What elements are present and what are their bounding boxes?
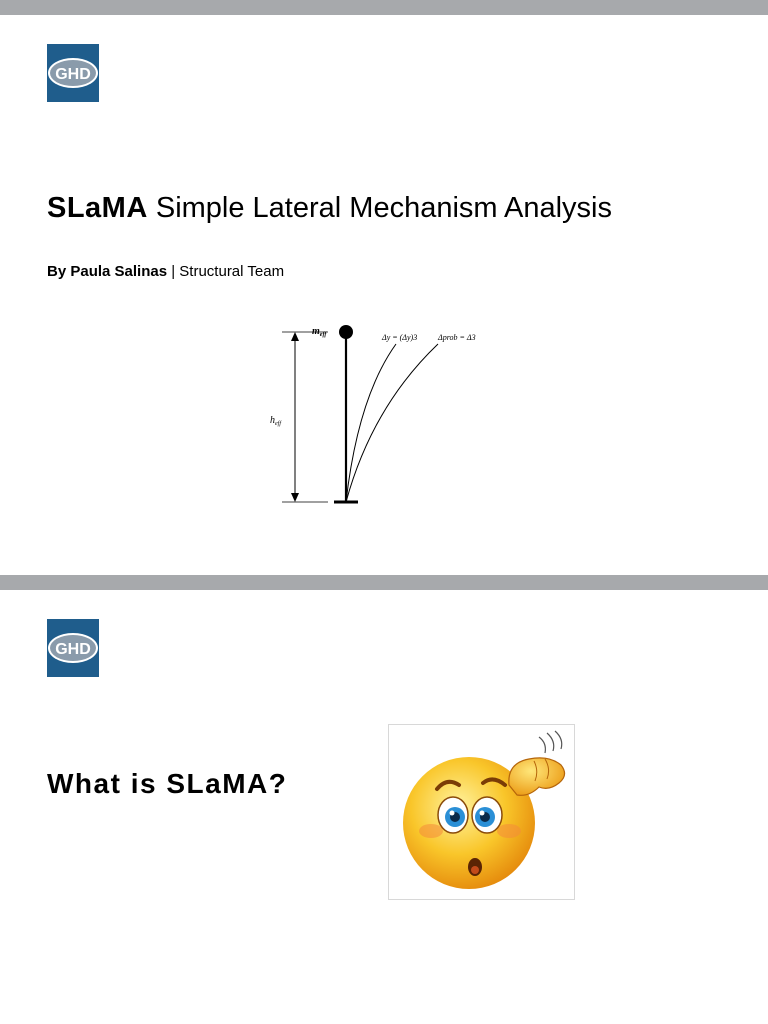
byline [47, 263, 284, 280]
confused-face-icon [389, 725, 574, 899]
byline-separator: | [167, 263, 180, 280]
slide-title: What is SLaMA? [47, 768, 288, 799]
slide-separator-top [0, 0, 768, 15]
height-label: $h_{eff}$ [270, 415, 281, 427]
confused-emoji-image [388, 724, 575, 900]
curve-probable-label: Δprob = Δ3 [438, 333, 476, 342]
ghd-logo [47, 44, 99, 102]
title-acronym: SLaMA [47, 192, 148, 224]
slide-separator [0, 575, 768, 590]
curve-probable [346, 344, 438, 502]
cantilever-diagram [262, 307, 502, 507]
title-rest: Simple Lateral Mechanism Analysis [147, 192, 612, 224]
byline-team: Structural Team [179, 263, 285, 280]
slide-2 [0, 590, 768, 1024]
mass-node [339, 325, 353, 339]
byline-author: By Paula Salinas [47, 263, 168, 280]
mass-label: $m_{eff}$ [312, 326, 327, 338]
logo-text: GHD [55, 66, 91, 83]
ghd-logo [47, 619, 99, 677]
height-arrow-down [291, 493, 299, 502]
height-arrow-up [291, 332, 299, 341]
slide-title [47, 192, 612, 225]
logo-text: GHD [55, 641, 91, 658]
slide-1 [0, 15, 768, 575]
curve-yield-label: Δy = (Δy)3 [382, 333, 418, 342]
